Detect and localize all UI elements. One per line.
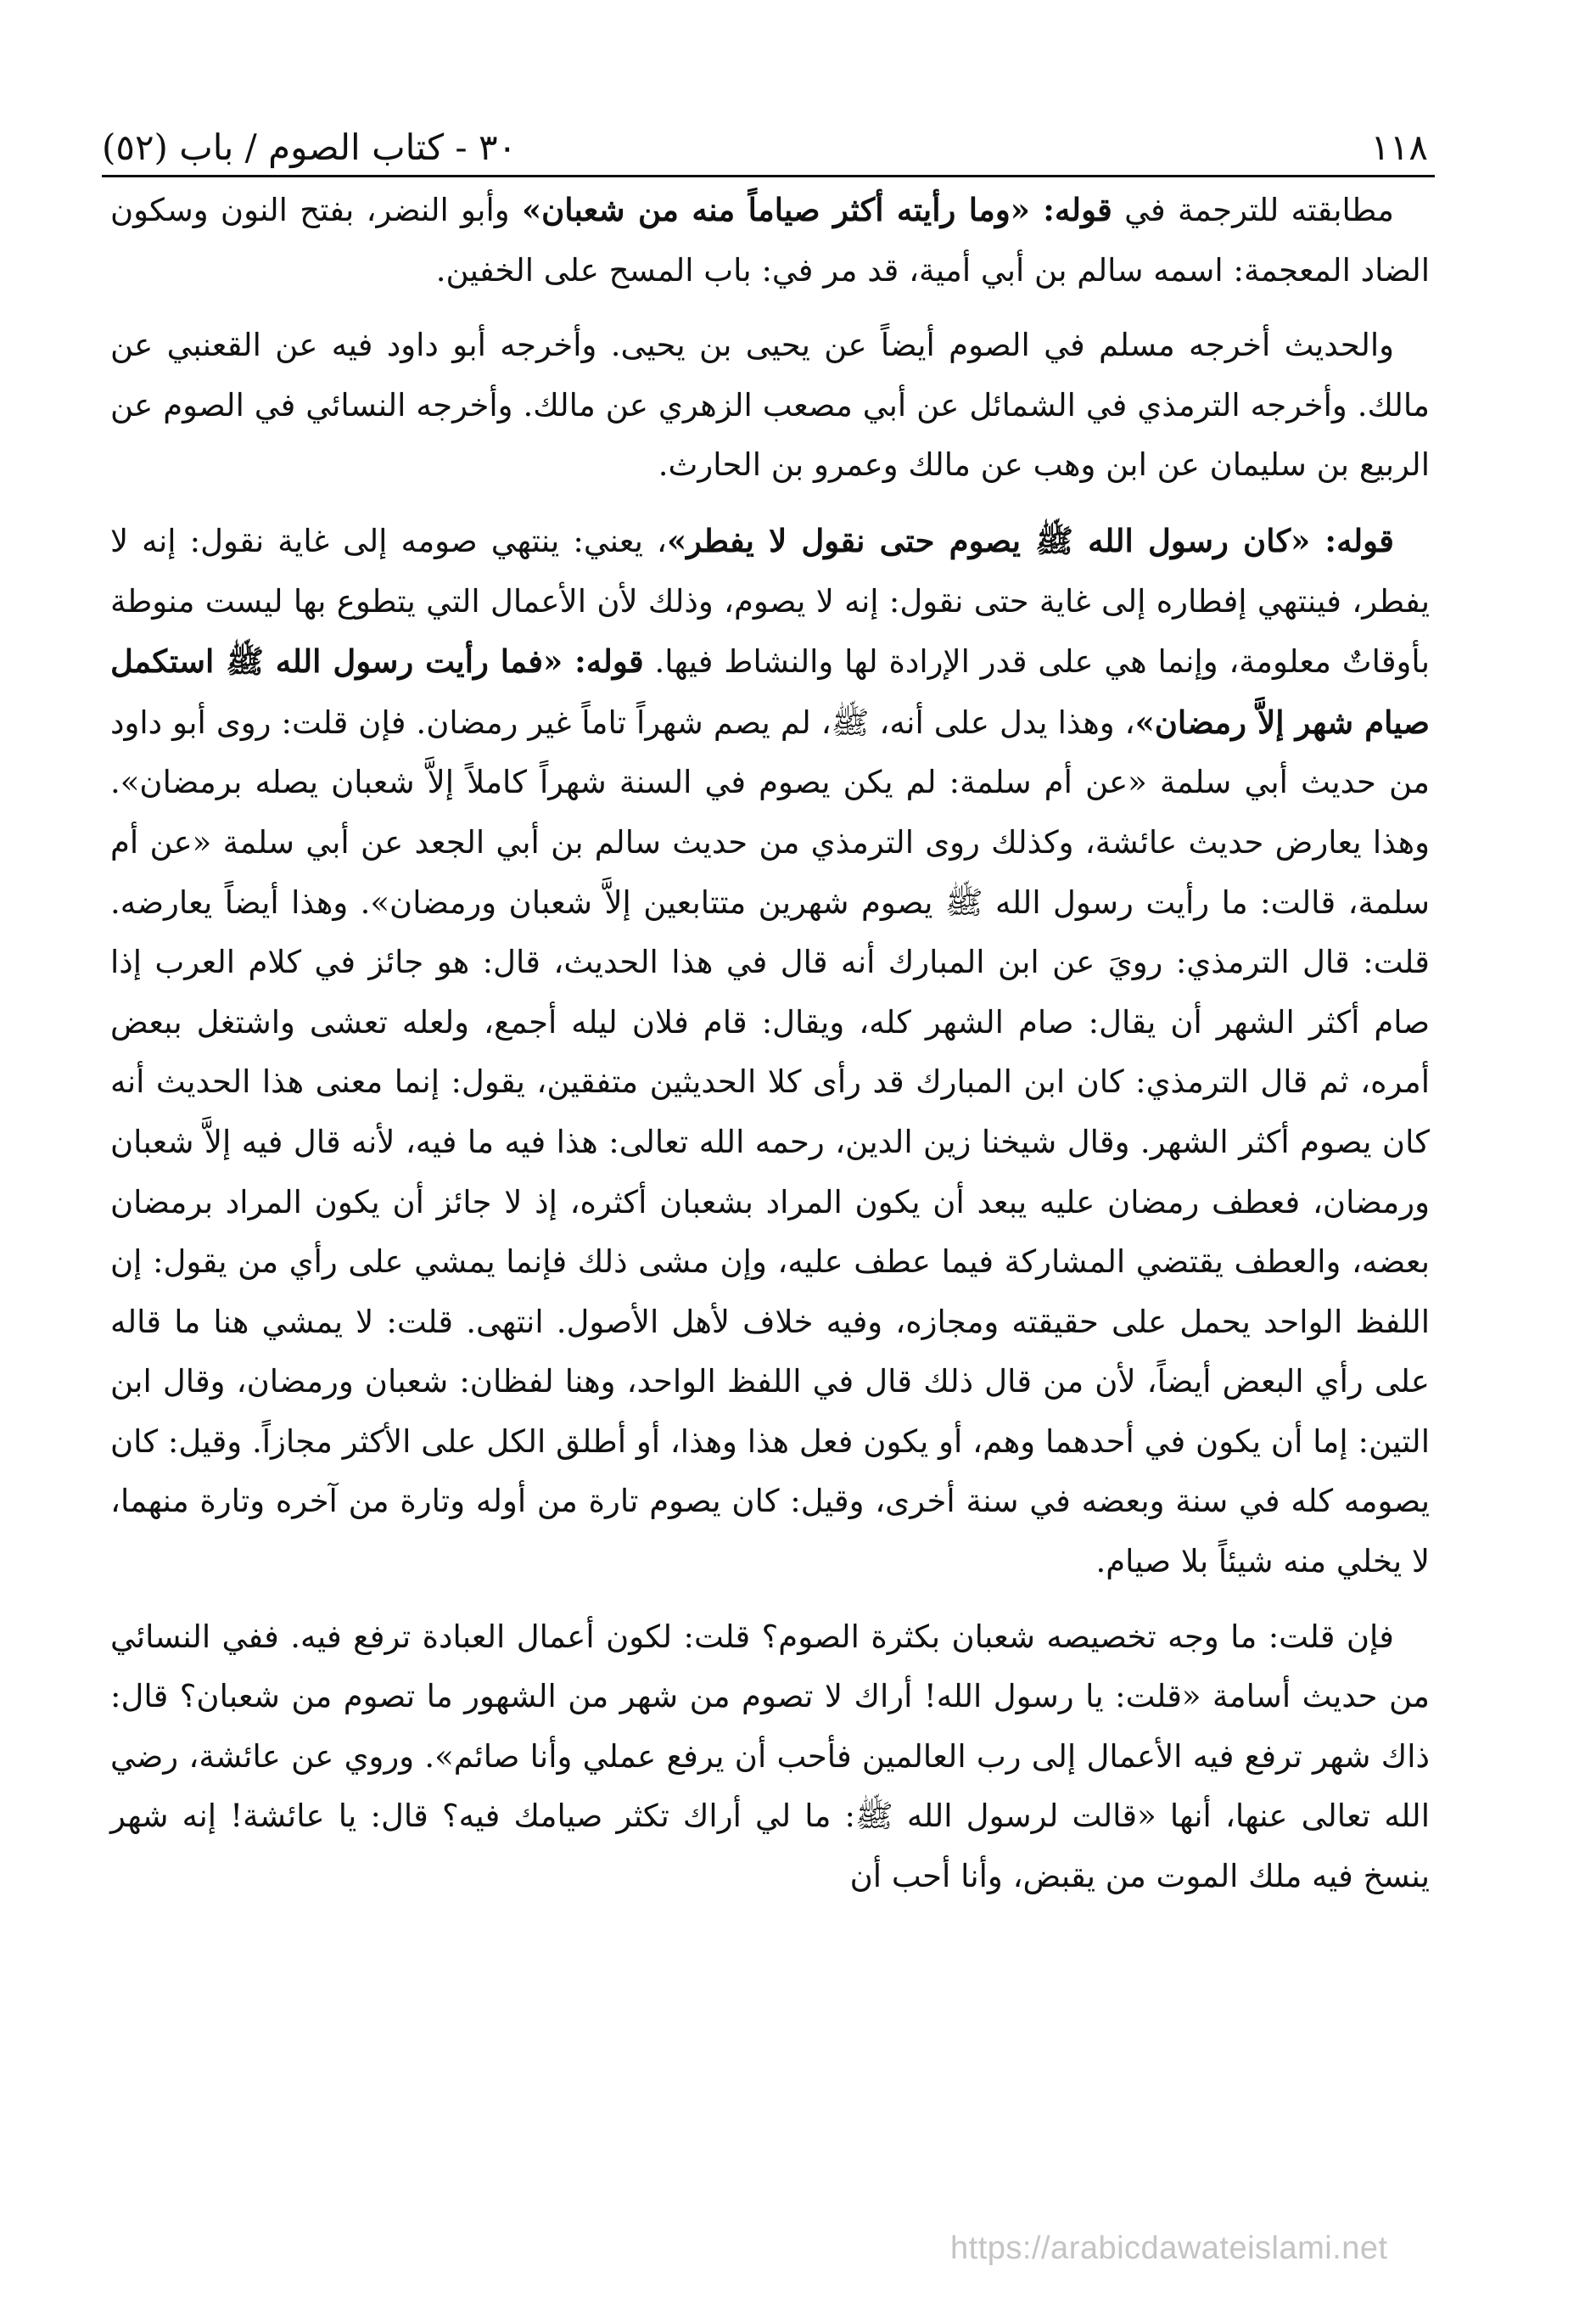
quoted-phrase: قوله: «وما رأيته أكثر صياماً منه من شعبان» [521,191,1112,228]
running-title: ٣٠ - كتاب الصوم / باب (٥٢) [102,126,518,168]
paragraph-1 [110,180,1430,300]
paragraph-3 [110,511,1430,1592]
paragraph-4 [110,1607,1430,1907]
paragraph-text: مطابقته للترجمة في [1112,192,1394,228]
header-divider [102,175,1435,177]
main-text [110,180,1430,1907]
watermark-url: https://arabicdawateislami.net [950,2230,1388,2266]
paragraph-text: وأبو النضر، بفتح النون وسكون الضاد المعجمة: اسمه سالم بن أبي أمية، قد مر في: باب المسح على الخفين. [110,192,1430,289]
page-number: ١١٨ [1370,126,1428,168]
paragraph-text: والحديث أخرجه مسلم في الصوم أيضاً عن يحيى بن يحيى. وأخرجه أبو داود فيه عن القعنبي عن مالك. وأخرجه الترمذي في الشمائل عن أبي مصعب الزهري عن مالك. وأخرجه النسائي في الصوم عن الربيع بن سليمان عن ابن وهب عن مالك وعمرو بن الحارث. [110,327,1430,484]
paragraph-text: فإن قلت: ما وجه تخصيصه شعبان بكثرة الصوم؟ قلت: لكون أعمال العبادة ترفع فيه. ففي النسائي من حديث أسامة «قلت: يا رسول الله! أراك لا تصوم من شهر من الشهور ما تصوم من شعبان؟ قال: ذاك شهر ترفع فيه الأعمال إلى رب العالمين فأحب أن يرفع عملي وأنا صائم». وروي عن عائشة، رضي الله تعالى عنها، أنها «قالت لرسول الله ﷺ: ما لي أراك تكثر صيامك فيه؟ قال: يا عائشة! إنه شهر ينسخ فيه ملك الموت من يقبض، وأنا أحب أن [110,1618,1430,1895]
paragraph-text: ، يعني: ينتهي صومه إلى غاية نقول: إنه لا يفطر، فينتهي إفطاره إلى غاية حتى نقول: إنه لا يصوم، وذلك لأن الأعمال التي يتطوع بها ليست منوطة بأوقاتٌ معلومة، وإنما هي على قدر الإرادة لها والنشاط فيها. [110,522,1430,681]
page-header [102,100,1428,168]
paragraph-2 [110,316,1430,496]
quoted-phrase: قوله: «فما رأيت رسول الله ﷺ استكمل صيام شهر إلاَّ رمضان» [110,642,1430,741]
paragraph-text: ، وهذا يدل على أنه، ﷺ، لم يصم شهراً تاماً غير رمضان. فإن قلت: روى أبو داود من حديث أبي سلمة «عن أم سلمة: لم يكن يصوم في السنة شهراً كاملاً إلاَّ شعبان يصله برمضان». وهذا يعارض حديث عائشة، وكذلك روى الترمذي من حديث سالم بن أبي الجعد عن أبي سلمة «عن أم سلمة، قالت: ما رأيت رسول الله ﷺ يصوم شهرين متتابعين إلاَّ شعبان ورمضان». وهذا أيضاً يعارضه. قلت: قال الترمذي: رويَ عن ابن المبارك أنه قال في هذا الحديث، قال: هو جائز في كلام العرب إذا صام أكثر الشهر أن يقال: صام الشهر كله، ويقال: قام فلان ليله أجمع، ولعله تعشى واشتغل ببعض أمره، ثم قال الترمذي: كان ابن المبارك قد رأى كلا الحديثين متفقين، يقول: إنما معنى هذا الحديث أنه كان يصوم أكثر الشهر. وقال شيخنا زين الدين، رحمه الله تعالى: هذا فيه ما فيه، لأنه قال فيه إلاَّ شعبان ورمضان، فعطف رمضان عليه يبعد أن يكون المراد بشعبان أكثره، إذ لا جائز أن يكون المراد برمضان بعضه، والعطف يقتضي المشاركة فيما عطف عليه، وإن مشى ذلك فإنما يمشي على رأي من يقول: إن اللفظ الواحد يحمل على حقيقته ومجازه، وفيه خلاف لأهل الأصول. انتهى. قلت: لا يمشي هنا ما قاله على رأي البعض أيضاً، لأن من قال ذلك قال في اللفظ الواحد، وهنا لفظان: شعبان ورمضان، وقال ابن التين: إما أن يكون في أحدهما وهم، أو يكون فعل هذا وهذا، أو أطلق الكل على الأكثر مجازاً. وقيل: كان يصومه كله في سنة وبعضه في سنة أخرى، وقيل: كان يصوم تارة من أوله وتارة من آخره وتارة منهما، لا يخلي منه شيئاً بلا صيام. [110,704,1430,1580]
quoted-phrase: قوله: «كان رسول الله ﷺ يصوم حتى نقول لا يفطر» [667,521,1394,559]
